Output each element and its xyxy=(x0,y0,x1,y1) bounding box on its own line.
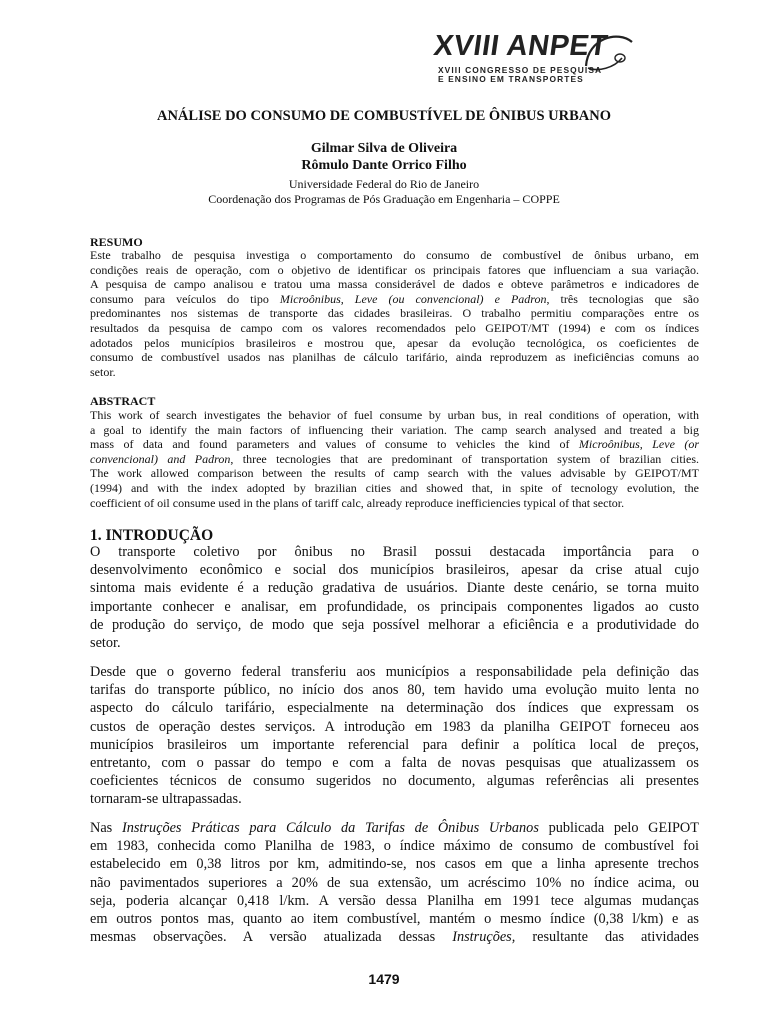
resumo-body xyxy=(90,248,699,379)
paper-title: ANÁLISE DO CONSUMO DE COMBUSTÍVEL DE ÔNIBUS URBANO xyxy=(156,108,611,124)
text-line: setor. xyxy=(90,364,116,379)
text-line: consumo de combustível usados nas planilhas de cálculo tarifário, ainda reproduzem as ineficiências comuns ao xyxy=(90,350,699,365)
conference-logo xyxy=(428,22,640,94)
paragraph xyxy=(90,819,699,946)
author-name: Gilmar Silva de Oliveira xyxy=(310,141,458,156)
text-line xyxy=(90,928,699,946)
text-line: condições reais de operação, com o objetivo de identificar os principais fatores que influenciam a sua variação. xyxy=(90,262,699,277)
author-name: Rômulo Dante Orrico Filho xyxy=(301,158,467,173)
text-line: O transporte coletivo por ônibus no Brasil possui destacada importância para o xyxy=(90,544,699,560)
text-line: de produção do serviço, de modo que seja possível melhorar a eficiência e a produtividade do xyxy=(90,616,699,633)
logo-subtitle-2: E ENSINO EM TRANSPORTES xyxy=(438,74,584,84)
text-line: municípios brasileiros um importante referencial para definir a política local de preços, xyxy=(90,736,699,753)
text-segment: , três tecnologias que são xyxy=(546,291,699,306)
text-segment: mass of data and found parameters and values of consume to vehicles the kind of xyxy=(90,437,579,452)
text-segment: publicada pelo GEIPOT xyxy=(538,820,699,836)
text-line: seja, poderia alcançar 0,418 l/km. A versão dessa Planilha em 1991 tece algumas mudanças xyxy=(90,892,699,909)
text-line: A pesquisa de campo analisou e tratou uma massa considerável de dados e obteve parâmetros e indicadores de xyxy=(90,277,699,292)
text-line: tarifas do transporte público, no início dos anos 80, tem havido uma evolução muito lenta no xyxy=(90,682,699,699)
text-line: importante conhecer e analisar, em profundidade, os principais componentes ligados ao custo xyxy=(90,598,699,615)
text-line: a goal to identify the main factors of influencing their variation. The camp search analysed and treated a big xyxy=(90,422,699,437)
text-line: custos de operação destes serviços. A introdução em 1983 da planilha GEIPOT forneceu aos xyxy=(90,718,699,735)
text-segment: resultante das atividades xyxy=(515,929,699,946)
text-line: coefficient of oil consume used in the plans of tariff calc, already reproduce inefficiencies typical of that sector. xyxy=(90,495,625,510)
resumo-heading: RESUMO xyxy=(90,235,143,249)
italic-segment: Microônibus, Leve (ou convencional) e Padron xyxy=(279,291,547,306)
text-segment: consumo para veículos do tipo xyxy=(90,291,280,306)
text-line: tornaram-se ultrapassadas. xyxy=(90,791,242,808)
text-line: em outros pontos mas, quanto ao item combustível, mantém o mesmo índice (0,38 l/km) e as xyxy=(90,911,699,928)
italic-segment: Instruções, xyxy=(452,929,516,946)
text-line: predominantes nos sistemas de transporte das cidades brasileiras. O trabalho permitiu comparações entre os xyxy=(90,306,699,321)
section-heading: 1. INTRODUÇÃO xyxy=(90,527,214,544)
text-segment: mesmas observações. A versão atualizada dessas xyxy=(90,929,453,946)
affiliation: Coordenação dos Programas de Pós Graduação em Engenharia – COPPE xyxy=(208,192,560,206)
text-line: desenvolvimento econômico e social dos municípios brasileiros, apesar da crise atual cujo xyxy=(90,562,699,579)
text-line: setor. xyxy=(90,635,121,652)
text-line xyxy=(90,292,699,307)
text-line: em 1983, conhecida como Planilha de 1983, o índice máximo de consumo de combustível foi xyxy=(90,838,699,855)
text-line: coeficientes técnicos de consumo sugeridos no documento, algumas referências ali presentes xyxy=(90,773,699,790)
text-line: sintoma mais evidente é a redução gradativa de usuários. Diante deste cenário, se torna muito xyxy=(90,580,699,597)
text-line: aspecto do cálculo tarifário, especialmente na determinação dos índices que expressam os xyxy=(90,700,699,717)
affiliation: Universidade Federal do Rio de Janeiro xyxy=(288,177,480,191)
abstract-body xyxy=(90,408,699,510)
text-segment: Nas xyxy=(90,820,122,836)
text-line: (1994) and with the index adopted by brazilian cities and showed that, in spite of tecnology evolution, the xyxy=(90,480,699,495)
text-line: Desde que o governo federal transferiu aos municípios a responsabilidade pela definição das xyxy=(90,664,699,680)
text-line: The work allowed comparison between the results of camp search with the values advisable by GEIPOT/MT xyxy=(90,466,699,481)
text-line: adotados pelos municípios brasileiros e mostrou que, apesar da evolução tecnológica, os coeficientes de xyxy=(90,335,699,350)
text-line: entretanto, com o passar do tempo e com a falta de novas pesquisas que atualizassem os xyxy=(90,755,699,772)
text-line xyxy=(90,437,699,452)
paragraph xyxy=(90,663,699,809)
page-number: 1479 xyxy=(368,971,400,987)
logo-subtitle-1: XVIII CONGRESSO DE PESQUISA xyxy=(438,65,603,75)
text-line: Este trabalho de pesquisa investiga o comportamento do consumo de combustível de ônibus urbano, em xyxy=(90,248,699,262)
italic-segment: Microônibus, Leve (or xyxy=(578,437,700,452)
italic-segment: Instruções Práticas para Cálculo da Tarifas de Ônibus Urbanos xyxy=(121,820,539,836)
text-line: não pavimentados superiores a 20% de sua extensão, um acréscimo 10% no índice acima, ou xyxy=(90,874,699,891)
text-line: estabelecido em 0,38 litros por km, admitindo-se, nos casos em que a linha apresente trechos xyxy=(90,856,699,873)
paragraph xyxy=(90,543,699,652)
italic-segment: convencional) and Padron xyxy=(90,451,231,466)
text-line xyxy=(90,819,699,837)
text-segment: , three tecnologies that are predominant of transportation system of brazilian cities. xyxy=(230,451,700,466)
abstract-heading: ABSTRACT xyxy=(90,394,156,408)
text-line: resultados da pesquisa de campo com os valores recomendados pelo GEIPOT/MT (1994) e com os índices xyxy=(90,320,699,335)
text-line xyxy=(90,452,699,467)
text-line: This work of search investigates the behavior of fuel consume by urban bus, in real conditions of operation, with xyxy=(90,408,699,422)
logo-wordmark: XVIII ANPET xyxy=(431,30,610,62)
